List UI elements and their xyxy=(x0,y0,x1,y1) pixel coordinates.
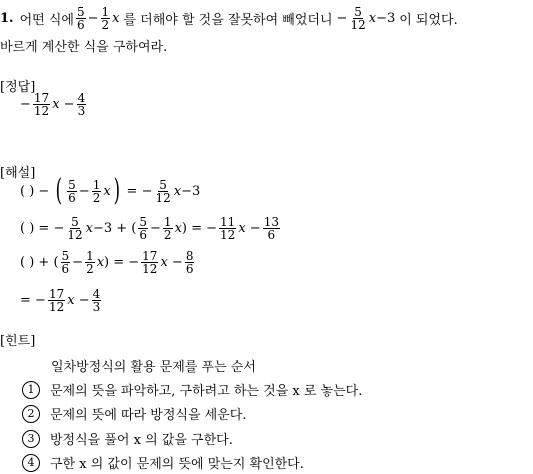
fraction-5-12: $\frac{5}{12}$ xyxy=(350,5,366,32)
problem-line-2: 바르게 계산한 식을 구하여라. xyxy=(0,40,168,55)
var-x: x xyxy=(112,11,120,26)
problem-text-1: 어떤 식에 xyxy=(19,13,74,28)
problem-text-3: 이 되었다. xyxy=(399,13,458,28)
solution-line-3: ( ) + ( $\frac{5}{6}$ − $\frac{1}{2}$ x ) = − $\frac{17}{12}$ x − $\frac{8}{6}$ xyxy=(20,249,194,276)
hint-header: [힌트] xyxy=(0,334,36,349)
hint-step-2: 2 문제의 뜻에 따라 방정식을 세운다. xyxy=(22,404,246,423)
circled-number-2: 2 xyxy=(22,405,40,423)
solution-line-1: ( ) − ( $\frac{5}{6}$ − $\frac{1}{2}$ x ) = − $\frac{5}{12}$ x −3 xyxy=(20,173,201,208)
fraction-5-6: $\frac{5}{6}$ xyxy=(76,5,85,32)
hint-title: 일차방정식의 활용 문제를 푸는 순서 xyxy=(51,360,256,375)
hint-step-4: 4 구한 x 의 값이 문제의 뜻에 맞는지 확인한다. xyxy=(22,453,304,472)
circled-number-3: 3 xyxy=(22,430,40,448)
problem-line-1: 1. 어떤 식에 $\frac{5}{6}$ − $\frac{1}{2}$ x 를 더해야 할 것을 잘못하여 빼었더니 − $\frac{5}{12}$ x −3 이 되었다. xyxy=(0,5,458,32)
answer-expression: − $\frac{17}{12}$ x − $\frac{4}{3}$ xyxy=(20,91,86,118)
minus-sign: − xyxy=(87,11,99,26)
fraction-1-2: $\frac{1}{2}$ xyxy=(101,5,110,32)
circled-number-4: 4 xyxy=(22,454,40,472)
problem-number: 1. xyxy=(0,11,14,26)
problem-text-2: 를 더해야 할 것을 잘못하여 빼었더니 xyxy=(123,13,333,28)
hint-step-3: 3 방정식을 풀어 x 의 값을 구한다. xyxy=(22,429,233,448)
solution-line-2: ( ) = − $\frac{5}{12}$ x −3 + ( $\frac{5}{6}$ − $\frac{1}{2}$ x ) = − $\frac{11}{12}$ x − $\frac{13}{6}$ xyxy=(20,215,279,242)
problem-const: −3 xyxy=(376,11,396,26)
hint-step-1: 1 문제의 뜻을 파악하고, 구하려고 하는 것을 x 로 놓는다. xyxy=(22,380,362,399)
answer-header: [정답] xyxy=(0,80,36,95)
circled-number-1: 1 xyxy=(22,381,40,399)
solution-line-4: = − $\frac{17}{12}$ x − $\frac{4}{3}$ xyxy=(20,287,101,314)
solution-header: [해설] xyxy=(0,166,36,181)
